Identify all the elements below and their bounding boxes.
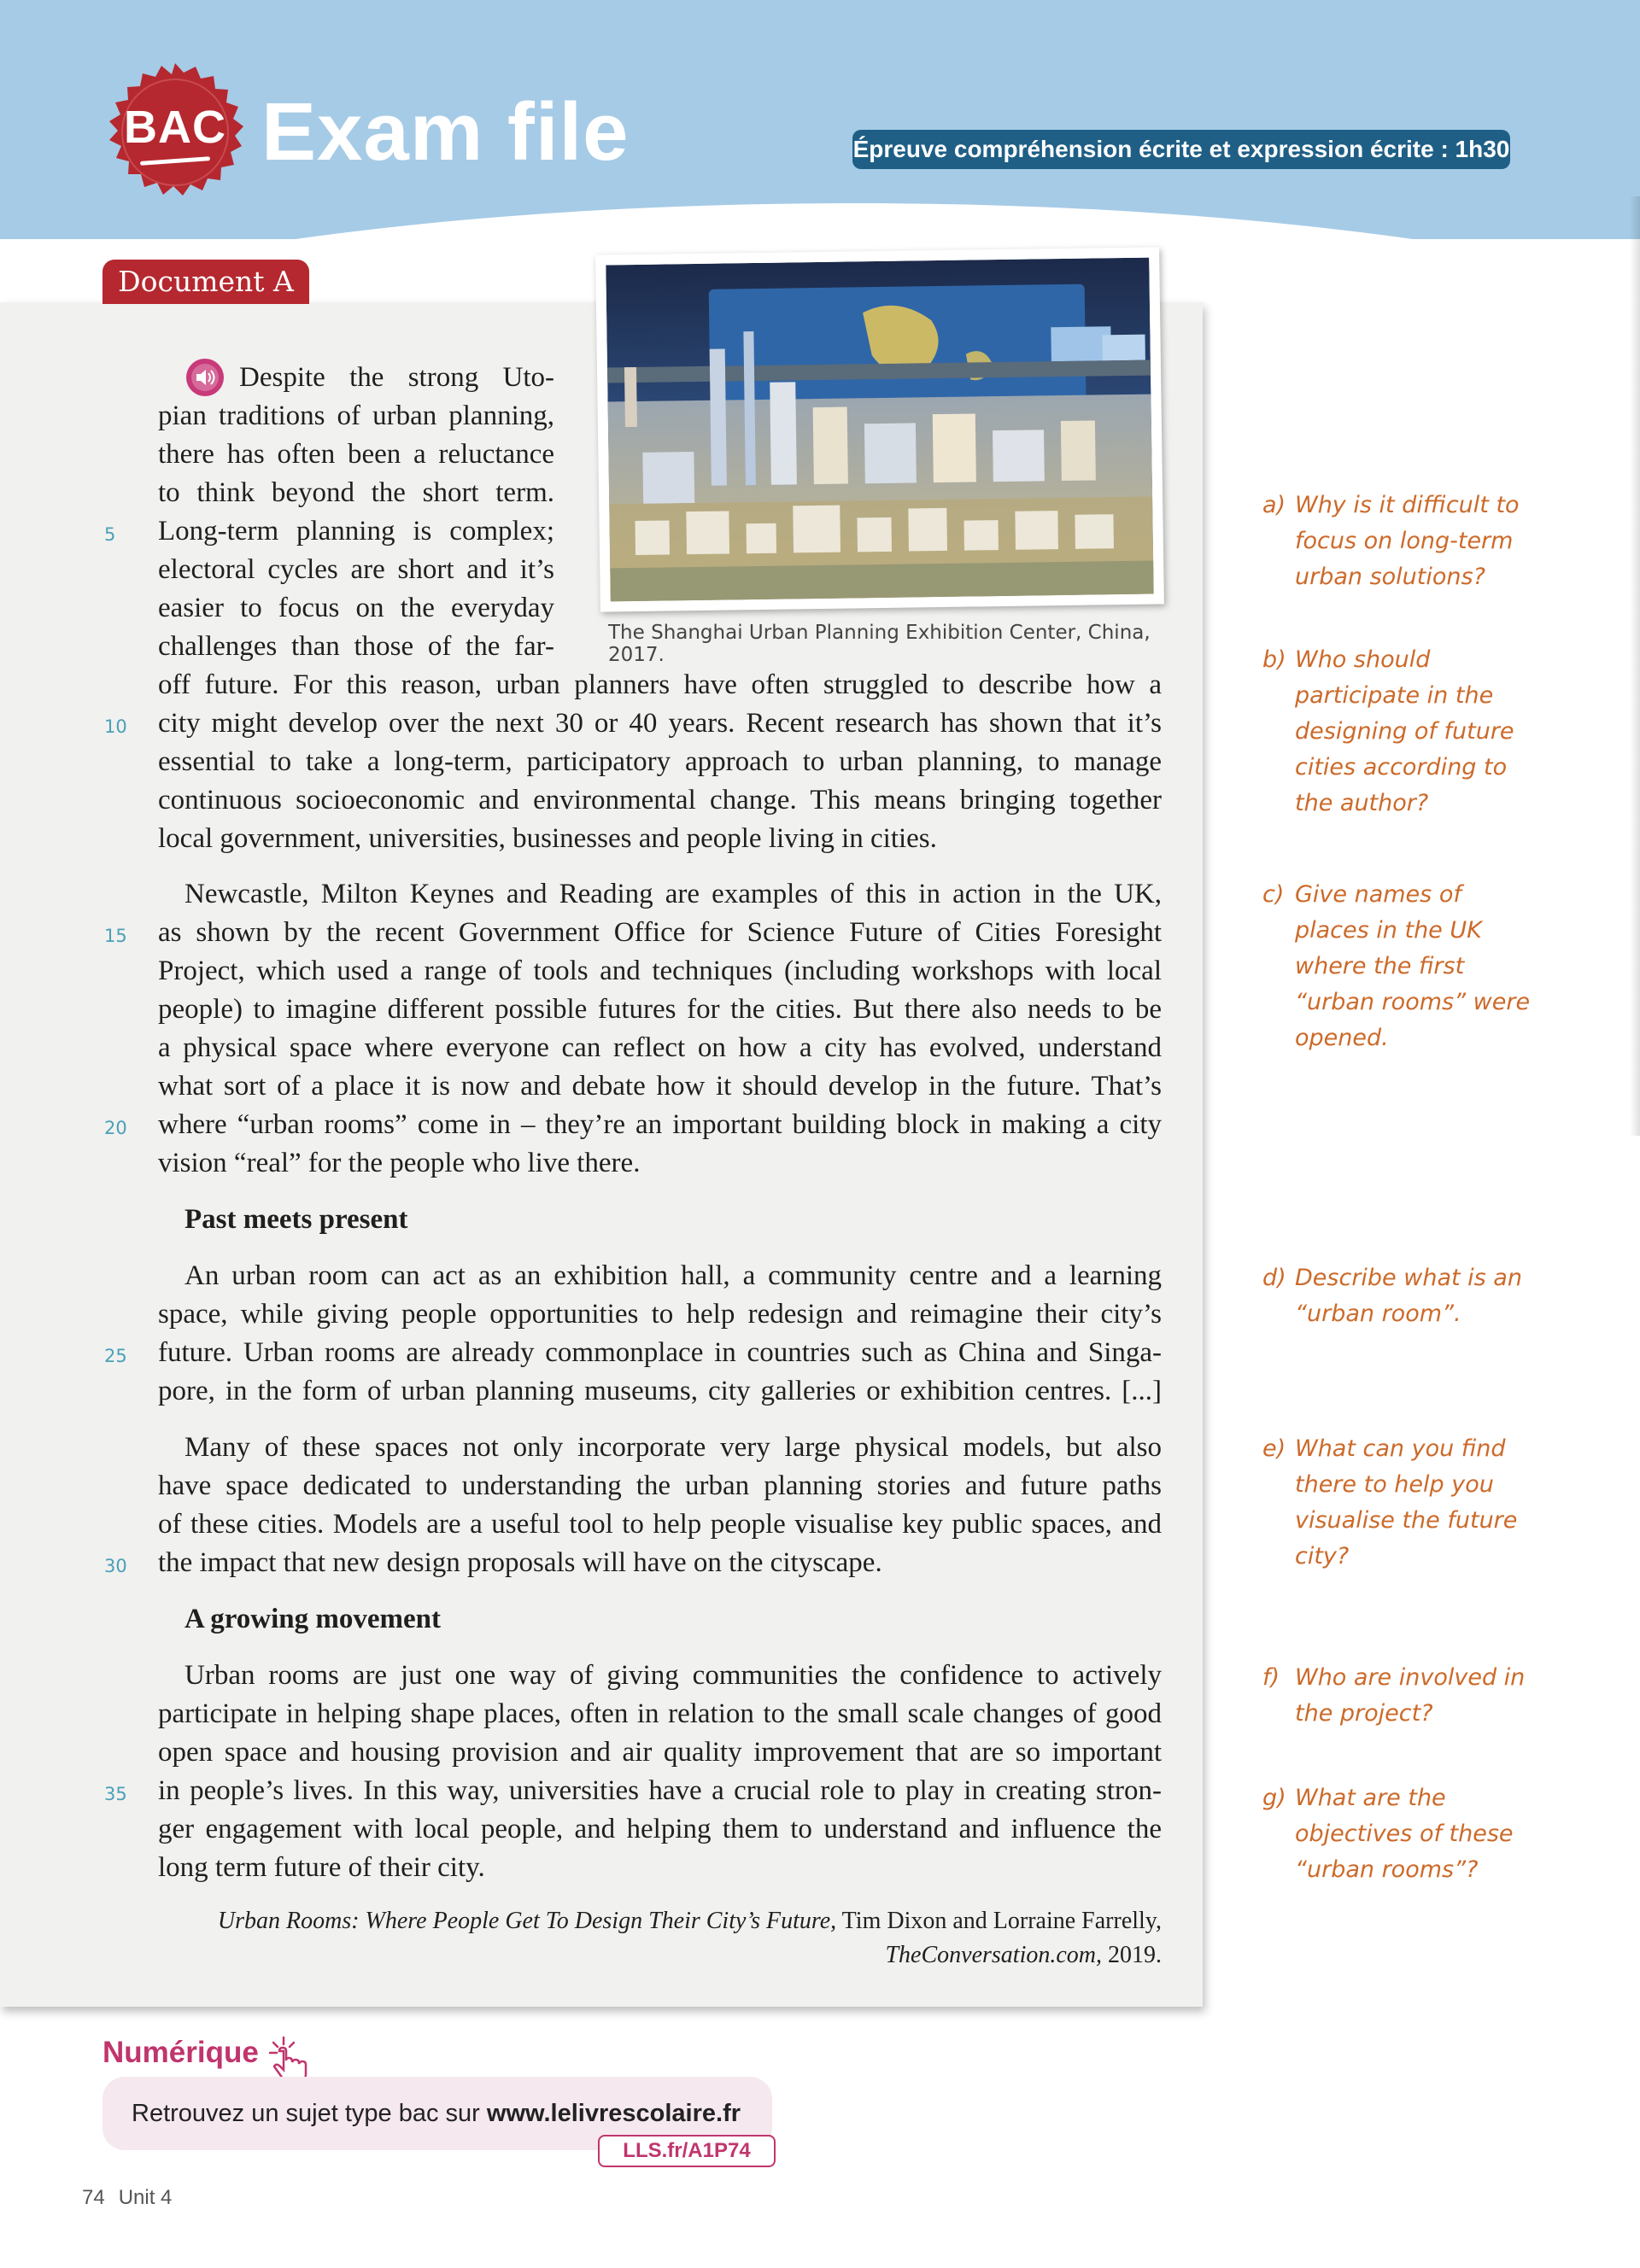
line-number: 15 [104,926,127,946]
subheading: Past meets present [184,1204,408,1235]
line-number: 25 [104,1346,127,1366]
page-footer [82,2186,172,2210]
question-letter: f) [1262,1664,1280,1691]
text-line: An urban room can act as an exhibition hall, a community centre and a learning [184,1260,1162,1291]
city-model-photo [606,258,1153,602]
source-citation-line-2 [158,1938,1162,1973]
photo-caption: The Shanghai Urban Planning Exhibition Center, China, 2017. [608,622,1151,666]
text-line: in people’s lives. In this way, universities have a crucial role to play in creating stron- [158,1775,1162,1806]
question-text: Give names of places in the UK where the first “urban rooms” were opened. [1295,881,1531,1051]
question-letter: e) [1262,1435,1286,1462]
text-line: Despite the strong Uto- [239,362,554,393]
numerique-link[interactable]: www.lelivrescolaire.fr [486,2100,741,2127]
text-line: the impact that new design proposals will have on the cityscape. [158,1547,882,1578]
text-line: where “urban rooms” come in – they’re an important building block in making a city [158,1109,1162,1140]
text-line: challenges than those of the far- [158,631,554,662]
text-line: Newcastle, Milton Keynes and Reading are examples of this in action in the UK, [184,879,1162,909]
question-text: Describe what is an “urban room”. [1295,1265,1522,1327]
text-line: what sort of a place it is now and debate how it should develop in the future. That’s [158,1071,1162,1102]
text-line: continuous socioeconomic and environmental change. This means bringing together [158,785,1162,815]
text-line: pore, in the form of urban planning museums, city galleries or exhibition centres. [...] [158,1376,1162,1406]
bac-label: BAC [124,102,226,153]
page-edge-shadow [1630,196,1640,1136]
question-e [1262,1431,1536,1575]
source-year: 2019. [1102,1942,1162,1968]
document-tab: Document A [102,260,309,304]
numerique-label: Numérique [102,2036,259,2069]
line-number: 10 [104,716,127,737]
question-letter: d) [1262,1265,1286,1291]
text-line: participate in helping shape places, often in relation to the small scale changes of good [158,1698,1162,1729]
text-line: local government, universities, businesses and people living in cities. [158,823,937,854]
source-title: Urban Rooms: Where People Get To Design Their City’s Future, [217,1908,837,1934]
question-c [1262,877,1536,1056]
question-letter: g) [1262,1785,1286,1811]
document-photo [595,247,1164,611]
line-number: 30 [104,1556,127,1576]
text-line: people) to imagine different possible futures for the cities. But there also needs to be [158,994,1162,1025]
text-line: open space and housing provision and air quality improvement that are so important [158,1737,1162,1768]
source-authors: Tim Dixon and Lorraine Farrelly, [836,1908,1162,1934]
question-letter: b) [1262,646,1286,673]
question-a [1262,488,1536,595]
page-title: Exam file [261,86,630,178]
text-line: as shown by the recent Government Office for Science Future of Cities Foresight [158,917,1162,948]
line-number: 5 [104,524,116,545]
text-line: of these cities. Models are a useful tool to help people visualise key public spaces, and [158,1509,1162,1540]
question-d [1262,1260,1536,1332]
speaker-icon[interactable] [186,359,224,396]
text-line: to think beyond the short term. [158,477,554,508]
text-line: Project, which used a range of tools and techniques (including workshops with local [158,956,1162,986]
unit-label: Unit 4 [118,2186,173,2209]
text-line: ger engagement with local people, and helping them to understand and influence the [158,1814,1162,1844]
text-line: city might develop over the next 30 or 40 years. Recent research has shown that it’s [158,708,1162,739]
exam-info-badge: Épreuve compréhension écrite et expression écrite : 1h30 [852,130,1510,169]
line-number: 35 [104,1784,127,1804]
text-line: a physical space where everyone can reflect on how a city has evolved, understand [158,1032,1162,1063]
text-line: have space dedicated to understanding the urban planning stories and future paths [158,1470,1162,1501]
question-text: What can you find there to help you visualise the future city? [1295,1435,1518,1569]
text-line: long term future of their city. [158,1852,485,1883]
numerique-text: Retrouvez un sujet type bac sur [132,2100,487,2127]
text-line: there has often been a reluctance [158,439,554,470]
question-text: Why is it difficult to focus on long-term urban solutions? [1295,492,1520,590]
text-line: essential to take a long-term, participatory approach to urban planning, to manage [158,746,1162,777]
question-f [1262,1660,1536,1732]
source-citation [158,1904,1162,1938]
question-letter: c) [1262,881,1285,908]
text-line: pian traditions of urban planning, [158,400,554,431]
text-line: vision “real” for the people who live there. [158,1148,641,1178]
numerique-code-link[interactable]: LLS.fr/A1P74 [598,2135,776,2167]
question-text: Who should participate in the designing of future cities according to the author? [1295,646,1514,816]
text-line: future. Urban rooms are already commonplace in countries such as China and Singa- [158,1337,1162,1368]
text-line: easier to focus on the everyday [158,593,554,623]
question-text: Who are involved in the project? [1295,1664,1526,1727]
text-line: off future. For this reason, urban planners have often struggled to describe how a [158,669,1162,700]
text-line: space, while giving people opportunities to help redesign and reimagine their city’s [158,1299,1162,1330]
page-number: 74 [82,2186,105,2209]
bac-badge [104,61,246,203]
text-line: Long-term planning is complex; [158,516,554,547]
subheading: A growing movement [184,1604,442,1634]
text-line: electoral cycles are short and it’s [158,554,554,585]
text-line: Many of these spaces not only incorporate very large physical models, but also [184,1432,1162,1463]
source-site: TheConversation.com, [885,1942,1102,1968]
question-text: What are the objectives of these “urban rooms”? [1295,1785,1514,1883]
question-g [1262,1780,1536,1888]
text-line: Urban rooms are just one way of giving communities the confidence to actively [184,1660,1162,1691]
line-number: 20 [104,1118,127,1138]
question-b [1262,642,1536,821]
question-letter: a) [1262,492,1286,518]
